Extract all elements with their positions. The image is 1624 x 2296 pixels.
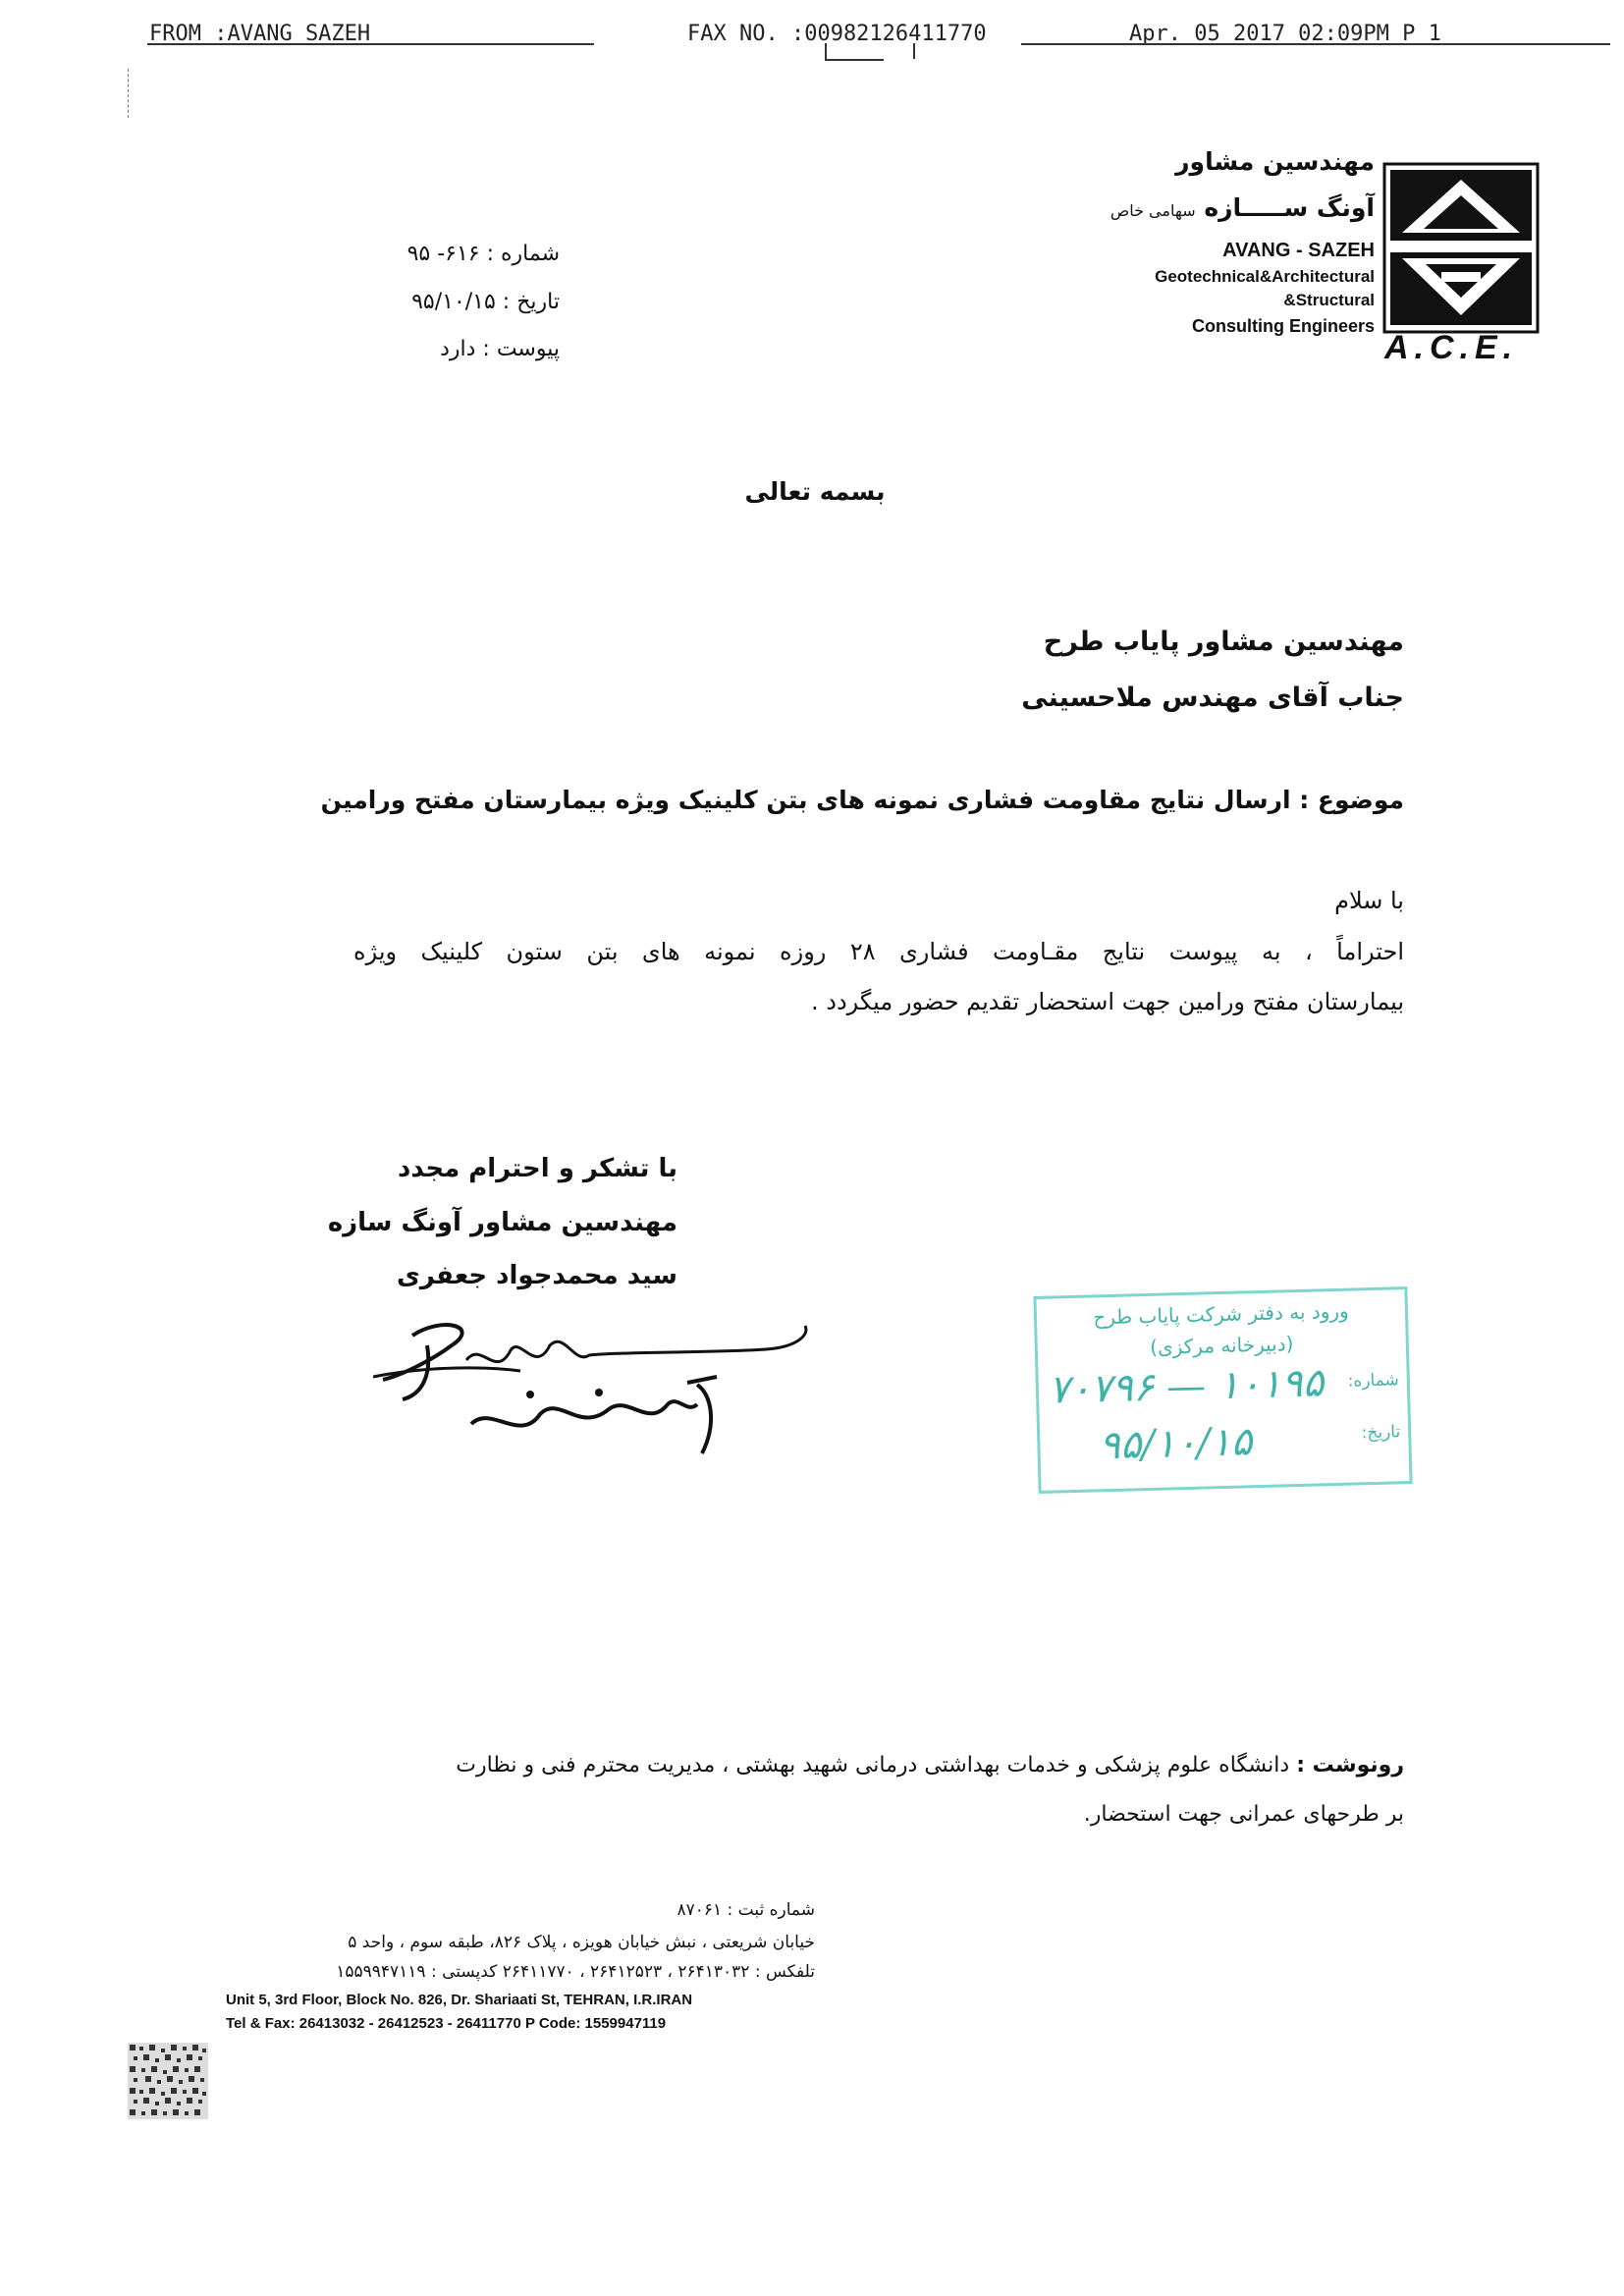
fax-header	[0, 18, 1624, 67]
fax-tick	[825, 43, 827, 59]
closing-signatory: سید محمدجواد جعفری	[396, 1261, 677, 1290]
cc-line1	[363, 1753, 1404, 1777]
closing-company: مهندسین مشاور آونگ سازه	[327, 1208, 677, 1237]
stamp-date-label: تاریخ:	[1361, 1422, 1401, 1444]
letter-subject: موضوع : ارسال نتایج مقاومت فشاری نمونه های بتن کلینیک ویژه بیمارستان مفتح ورامین	[320, 786, 1404, 814]
fax-underline	[825, 59, 884, 61]
stamp-number-label: شماره:	[1347, 1370, 1400, 1392]
fax-from: FROM :AVANG SAZEH	[149, 22, 371, 46]
company-en-name: AVANG - SAZEH	[1222, 240, 1375, 261]
cc-text: دانشگاه علوم پزشکی و خدمات بهداشتی درمانی شهید بهشتی ، مدیریت محترم فنی و نظارت	[456, 1753, 1290, 1777]
received-stamp	[1033, 1286, 1412, 1494]
cc-label: رونوشت :	[1296, 1753, 1404, 1777]
margin-mark	[128, 69, 129, 118]
cc-line2: بر طرحهای عمرانی جهت استحضار.	[1083, 1802, 1404, 1827]
fax-number: FAX NO. :00982126411770	[687, 22, 987, 46]
company-fa-line1: مهندسین مشاور	[1175, 147, 1375, 176]
fax-underline	[1021, 43, 1610, 45]
footer-address-fa: خیابان شریعتی ، نبش خیابان هویزه ، پلاک ۸۲۶، طبقه سوم ، واحد ۵	[348, 1933, 815, 1952]
letter-greeting: با سلام	[1334, 887, 1404, 914]
basmala: بسمه تعالی	[744, 477, 886, 506]
reference-number: شماره : ۶۱۶- ۹۵	[406, 242, 560, 266]
company-fa-type: سهامی خاص	[1110, 201, 1196, 220]
recipient-company: مهندسین مشاور پایاب طرح	[1043, 627, 1404, 657]
fax-underline	[147, 43, 594, 45]
recipient-person: جناب آقای مهندس ملاحسینی	[1021, 683, 1404, 713]
stamp-number-value: ۱۰۱۹۵ — ۷۰۷۹۶	[1048, 1360, 1325, 1413]
footer-tel-en: Tel & Fax: 26413032 - 26412523 - 26411770 P Code: 1559947119	[226, 2015, 667, 2032]
handwritten-signature	[373, 1306, 825, 1463]
closing-regards: با تشکر و احترام مجدد	[397, 1154, 677, 1183]
reference-attachment: پیوست : دارد	[440, 337, 560, 361]
company-fa-name: آونگ ســـــازه	[1204, 193, 1375, 222]
stamp-title: ورود به دفتر شرکت پایاب طرح	[1092, 1298, 1349, 1330]
company-fa-line2	[1031, 193, 1375, 222]
company-en-line2: &Structural	[1283, 291, 1375, 309]
company-abbreviation: A.C.E.	[1384, 329, 1519, 366]
stamp-date-value: ۹۵/۱۰/۱۵	[1098, 1419, 1253, 1469]
footer-registration: شماره ثبت : ۸۷۰۶۱	[677, 1900, 815, 1920]
fax-date-page: Apr. 05 2017 02:09PM P 1	[1129, 22, 1441, 46]
stamp-subtitle: (دبیرخانه مرکزی)	[1149, 1332, 1294, 1359]
letter-body-line2: بیمارستان مفتح ورامین جهت استحضار تقدیم حضور میگردد .	[811, 988, 1404, 1015]
reference-date: تاریخ : ۹۵/۱۰/۱۵	[411, 290, 560, 314]
letter-body-line1: احتراماً ، به پیوست نتایج مقـاومت فشاری ۲۸ روزه نمونه های بتن ستون کلینیک ویژه	[353, 938, 1405, 965]
barcode-pattern	[128, 2043, 208, 2119]
company-logo	[1382, 162, 1540, 334]
fax-tick	[913, 43, 915, 59]
footer-address-en: Unit 5, 3rd Floor, Block No. 826, Dr. Shariaati St, TEHRAN, I.R.IRAN	[226, 1992, 693, 2008]
footer-tel-fa: تلفکس : ۲۶۴۱۳۰۳۲ ، ۲۶۴۱۲۵۲۳ ، ۲۶۴۱۱۷۷۰ کدپستی : ۱۵۵۹۹۴۷۱۱۹	[336, 1962, 815, 1982]
company-en-line3: Consulting Engineers	[1191, 316, 1375, 336]
company-en-line1: Geotechnical&Architectural	[1155, 267, 1375, 286]
